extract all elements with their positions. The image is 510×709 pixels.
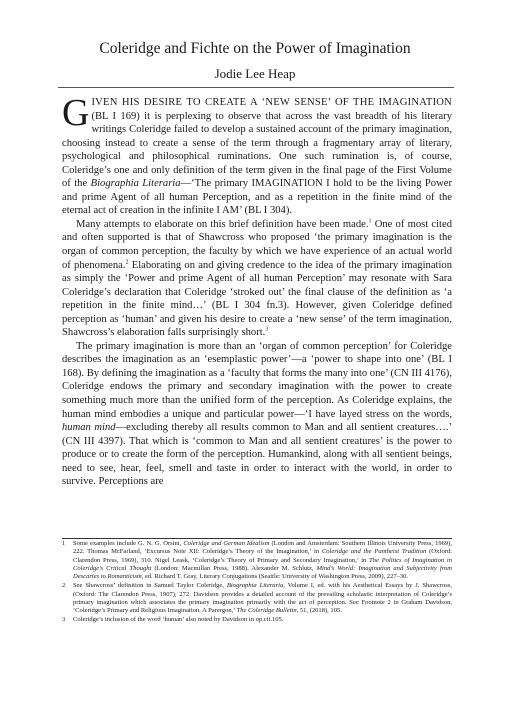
body-text	[62, 92, 453, 489]
text-run: —‘The primary IMAGINATION I hold to be the living Power and prime Agent of all human Perception, and as a repetition in the finite mind of the eternal act of creation in the infinite I AM’ (BL I 304).	[62, 178, 452, 217]
text-run: Some examples include G. N. G. Orsini,	[73, 540, 184, 547]
text-run: , Volume I, ed. with his Aesthetical Essays by J. Shawcross, (Oxford: The Clarendon Press, 1907), 272. Davidson provides a detailed account of the prevailing scholastic interpretation of Coleridge’s primary imagination which associates the primary imagination primarily with the act of perception. See Footnote 2 in Graham Davidson, ‘Coleridge’s Primary and Religious Imagination. A Parergon,’	[73, 582, 453, 615]
smallcaps-opening: IVEN HIS DESIRE TO CREATE A ‘NEW SENSE’ OF THE IMAGINATION	[91, 97, 452, 108]
italic-title: Mind’s World: Imagination and Subjectivity from Descartes to Romanticism	[73, 565, 452, 581]
footnote-3	[62, 616, 452, 624]
footnote-2	[62, 582, 452, 615]
title-divider	[58, 87, 454, 88]
footnote-number: 1	[62, 540, 66, 547]
text-run: , ed. Richard T. Gray, Literary Conjugations (Seattle: University of Washington Press, 2009), 227–30.	[141, 573, 409, 581]
drop-cap: G	[62, 92, 90, 134]
italic-title: Biographia Literaria	[90, 178, 181, 190]
paragraph-3	[62, 340, 452, 489]
text-run: (BL I 169) it is perplexing to observe that across the vast breadth of his literary writings Coleridge failed to develop a sustained account of the primary imagination, choosing instead to create a sense of the term through a fragmentary array of literary, psychological and philosophical ruminations. One such rumination is, of course, Coleridge’s one and only definition of the term given in the final page of the First Volume of the	[62, 110, 452, 190]
italic-title: Coleridge and the Pantheist Tradition	[321, 548, 427, 556]
text-run: The primary imagination is more than an ‘organ of common perception’ for Coleridge describes the imagination as an ‘esemplastic power’—a ‘power to shape into one’ (BL I 168). By defining the imagination as a ‘faculty that forms the many into one’ (CN III 4176), Coleridge endows the primary and secondary imagination with the power to create something much more than the unified form of the perception. As Coleridge explains, the human mind embodies a unique and particular power—‘I have layed stress on the words,	[62, 340, 452, 420]
footnote-ref[interactable]: 1	[368, 218, 372, 225]
text-run: One of most cited and often supported is that of Shawcross who proposed ‘the primary imagination is the organ of common perception, the faculty by which we have experience of an actual world of phenomena.	[62, 218, 453, 271]
text-run: (London: Macmillan Press, 1988). Alexander M. Schlutz,	[151, 565, 317, 573]
author-name: Jodie Lee Heap	[214, 66, 296, 81]
italic-title: The Coleridge Bulletin	[236, 607, 297, 615]
text-run: (London and Amsterdam: Southern Illinois University Press, 1969), 222. Thomas McFarland, ‘Excursus Note XII: Coleridge’s Theory of the Imagination,’ in	[73, 540, 452, 556]
paragraph-2	[62, 218, 452, 340]
footnote-1	[62, 540, 452, 582]
footnote-number: 3	[62, 616, 66, 624]
text-run: —excluding thereby all results common to Man and all sentient creatures….’ (CN III 4397). That which is ‘common to Man and all sentient creatures’ is the power to produce or to create the form of the perception. Humankind, along with all sentient beings, need to see, hear, feel, smell and taste in order to interact with the world, in order to survive. Perceptions are	[62, 422, 452, 488]
footnote-number: 2	[62, 582, 66, 590]
footnote-divider	[62, 538, 452, 539]
text-run: , 51, (2018), 105.	[296, 607, 342, 615]
paragraph-1	[62, 92, 452, 218]
text-run: (Oxford: Clarendon Press, 1969), 310. Nigel Leask, ‘Coleridge’s Theory of Primary and Secondary Imagination,’ in	[73, 548, 452, 564]
italic-phrase: human mind	[62, 422, 116, 434]
footnote-ref[interactable]: 2	[125, 259, 129, 266]
italic-title: The Politics of Imagination in Coleridge’s Critical Thought	[73, 556, 452, 573]
footnotes	[62, 540, 452, 625]
text-run: See Shawcross’ definition in Samuel Taylor Coleridge,	[73, 582, 227, 590]
footnote-ref[interactable]: 3	[265, 326, 269, 333]
italic-title: Coleridge and German Idealism	[183, 540, 270, 547]
article-title: Coleridge and Fichte on the Power of Imagination	[99, 40, 411, 57]
text-run: Many attempts to elaborate on this brief definition have been made.	[76, 218, 369, 230]
text-run: Elaborating on and giving credence to the idea of the primary imagination as simply the ‘Power and prime Agent of all human Perception’ may resonate with Sara Coleridge’s declaration that Coleridge ‘stroked out’ the final clause of the definition as ‘a repetition in the finite mind…’ (BL I 304 fn.3). However, given Coleridge defined perception as ‘human’ and given his desire to create a ‘new sense’ of the term imagination, Shawcross’s elaboration falls surprisingly short.	[62, 259, 452, 339]
text-run: Coleridge’s inclusion of the word ‘human’ also noted by Davidson in op.cit.105.	[73, 616, 284, 624]
italic-title: Biographia Literaria	[226, 582, 284, 590]
